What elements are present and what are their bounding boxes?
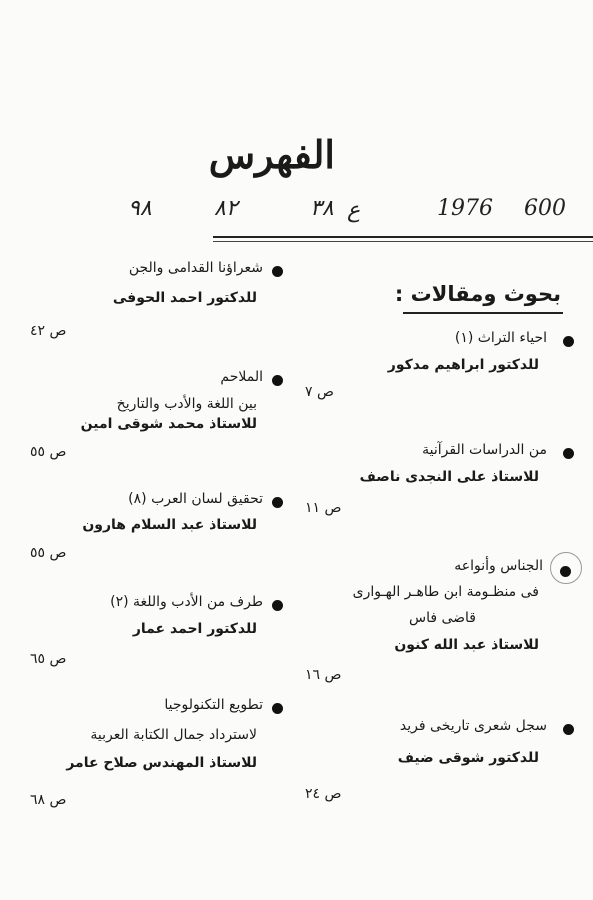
section-underline [403, 312, 563, 314]
handwritten-note-f: 600 [524, 196, 566, 221]
entry-author: للاستاذ على النجدى ناصف [359, 469, 539, 485]
entry-page: ص ١٦ [305, 667, 342, 683]
entry-author: للدكتور ابراهيم مدكور [387, 357, 539, 373]
entry-author: للاستاذ محمد شوقى امين [80, 416, 257, 432]
entry-page: ص ٥٥ [30, 444, 67, 460]
entry-title: شعراؤنا القدامى والجن [128, 260, 263, 276]
entry-subtitle: لاسترداد جمال الكتابة العربية [90, 727, 257, 743]
entry-subtitle: قاضى فاس [408, 610, 476, 626]
entry-author: للاستاذ المهندس صلاح عامر [66, 755, 257, 771]
section-heading: بحوث ومقالات : [394, 282, 561, 306]
header-rule [213, 236, 593, 238]
entry-page: ص ١١ [305, 500, 342, 516]
bullet-icon [563, 336, 574, 347]
header-rule-thin [213, 241, 593, 242]
handwritten-note-b: ٨٢ [214, 196, 238, 221]
entry-title: الملاحم [220, 369, 263, 385]
bullet-icon [560, 566, 571, 577]
entry-page: ص ٢٤ [305, 786, 342, 802]
handwritten-note-c: ٣٨ [310, 196, 334, 221]
entry-title: تطويع التكنولوجيا [164, 697, 263, 713]
entry-page: ص ٤٢ [30, 323, 67, 339]
entry-author: للاستاذ عبد الله كنون [394, 637, 539, 653]
entry-title: طرف من الأدب واللغة (٢) [110, 594, 263, 610]
entry-title: احياء التراث (١) [454, 330, 547, 346]
bullet-icon [272, 703, 283, 714]
bullet-icon [272, 375, 283, 386]
entry-author: للدكتور احمد عمار [132, 621, 257, 637]
entry-page: ص ٦٨ [30, 792, 67, 808]
entry-title: من الدراسات القرآنية [422, 442, 547, 458]
entry-page: ص ٧ [305, 384, 334, 400]
handwritten-note-e: 1976 [437, 196, 493, 221]
page-title: الفهرس [208, 132, 335, 177]
entry-title: سجل شعرى تاريخى فريد [399, 718, 547, 734]
handwritten-note-d: ع [347, 198, 361, 223]
entry-title: تحقيق لسان العرب (٨) [128, 491, 263, 507]
entry-page: ص ٦٥ [30, 651, 67, 667]
entry-author: للاستاذ عبد السلام هارون [82, 517, 257, 533]
entry-subtitle: فى منظـومة ابن طاهـر الهـوارى [352, 584, 539, 600]
bullet-icon [272, 497, 283, 508]
bullet-icon [272, 266, 283, 277]
bullet-icon [563, 448, 574, 459]
entry-author: للدكتور احمد الحوفى [112, 290, 257, 306]
bullet-icon [563, 724, 574, 735]
entry-subtitle: بين اللغة والأدب والتاريخ [116, 396, 257, 412]
bullet-icon [272, 600, 283, 611]
entry-title: الجناس وأنواعه [454, 558, 543, 574]
entry-page: ص ٥٥ [30, 545, 67, 561]
handwritten-note-a: ٩٨ [128, 196, 152, 221]
entry-author: للدكتور شوقى ضيف [397, 750, 539, 766]
